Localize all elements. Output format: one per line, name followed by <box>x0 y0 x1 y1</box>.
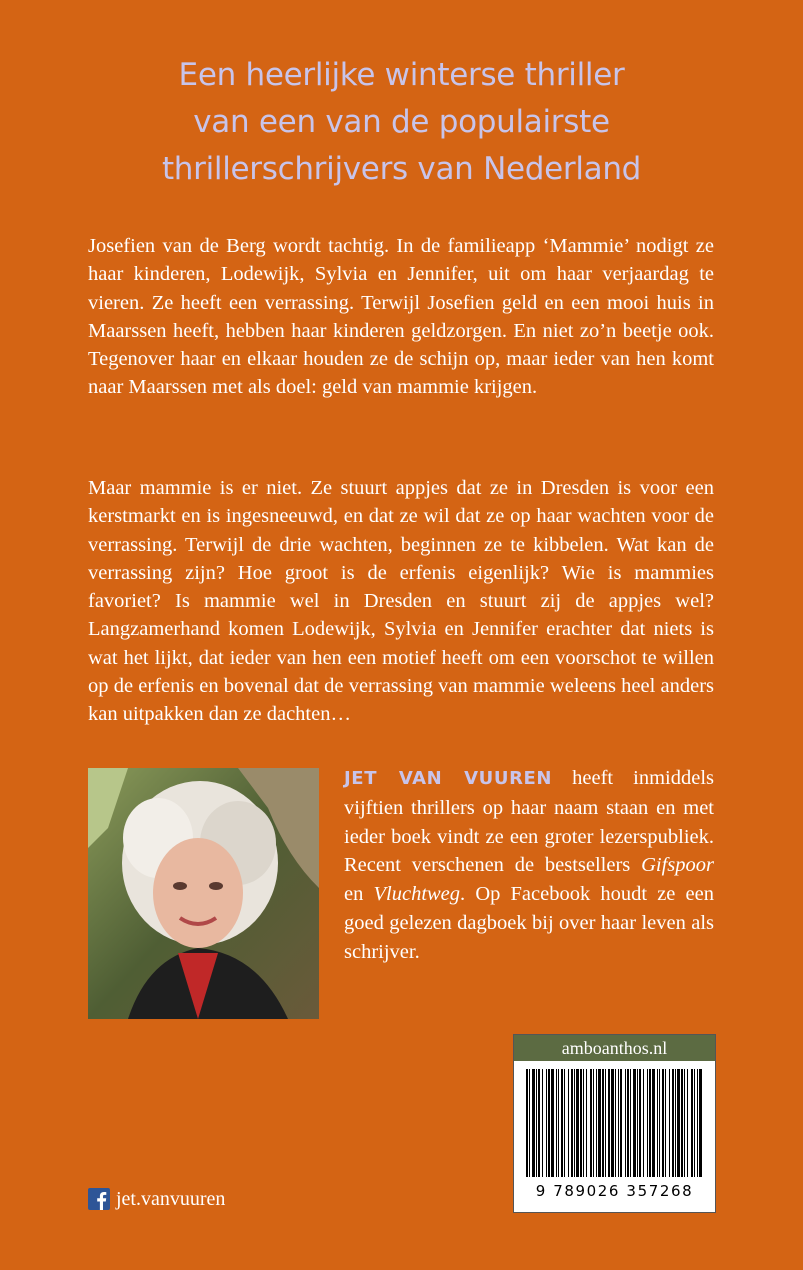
tagline-line-3: thrillerschrijvers van Nederland <box>161 151 642 187</box>
book-title-gifspoor: Gifspoor <box>641 854 714 877</box>
tagline-line-2: van een van de populairste <box>193 104 610 140</box>
author-photo <box>88 768 319 1019</box>
author-name: JET VAN VUUREN <box>344 768 553 789</box>
tagline-line-1: Een heerlijke winterse thriller <box>178 57 625 93</box>
author-bio <box>344 764 714 967</box>
publisher-site: amboanthos.nl <box>514 1035 715 1061</box>
bio-text-1: heeft inmiddels vijftien thrillers op haar naam staan en met ieder boek vindt ze een groter lezerspubliek. Recent verschenen de bestsellers <box>344 767 714 877</box>
tagline <box>0 52 803 193</box>
blurb-paragraph-2: Maar mammie is er niet. Ze stuurt appjes dat ze in Dresden is voor een kerstmarkt en is ingesneeuwd, en dat ze wil dat ze op haar wachten voor de verrassing. Terwijl de drie wachten, beginnen ze te kibbelen. Wat kan de verrassing zijn? Hoe groot is de erfenis eigenlijk? Wie is mammies favoriet? Is mammie wel in Dresden en stuurt zij de appjes wel? Langzamerhand komen Lodewijk, Sylvia en Jennifer erachter dat niets is wat het lijkt, dat ieder van hen een motief heeft om een voorschot te willen op de erfenis en bovenal dat de verrassing van mammie weleens heel anders kan uitpakken dan ze dachten… <box>88 477 714 726</box>
blurb-paragraph-1: Josefien van de Berg wordt tachtig. In de familieapp ‘Mammie’ nodigt ze haar kinderen, Lodewijk, Sylvia en Jennifer, uit om haar verjaardag te vieren. Ze heeft een verrassing. Terwijl Josefien geld en een mooi huis in Maarssen heeft, hebben haar kinderen geldzorgen. En niet zo’n beetje ook. Tegenover haar en elkaar houden ze de schijn op, maar ieder van hen komt naar Maarssen met als doel: geld van mammie krijgen. <box>88 235 714 399</box>
barcode-box <box>513 1034 716 1213</box>
bio-text-3: . Op Facebook houdt ze een goed gelezen dagboek bij over haar leven als schrijver. <box>344 883 714 963</box>
bio-text-2: en <box>344 883 374 906</box>
isbn-number: 9 789026 357268 <box>535 1182 694 1200</box>
book-title-vluchtweg: Vluchtweg <box>373 883 461 906</box>
facebook-handle: jet.vanvuuren <box>116 1187 226 1210</box>
facebook-icon <box>88 1188 110 1210</box>
barcode-bars <box>514 1061 715 1183</box>
facebook-link[interactable] <box>88 1187 225 1211</box>
